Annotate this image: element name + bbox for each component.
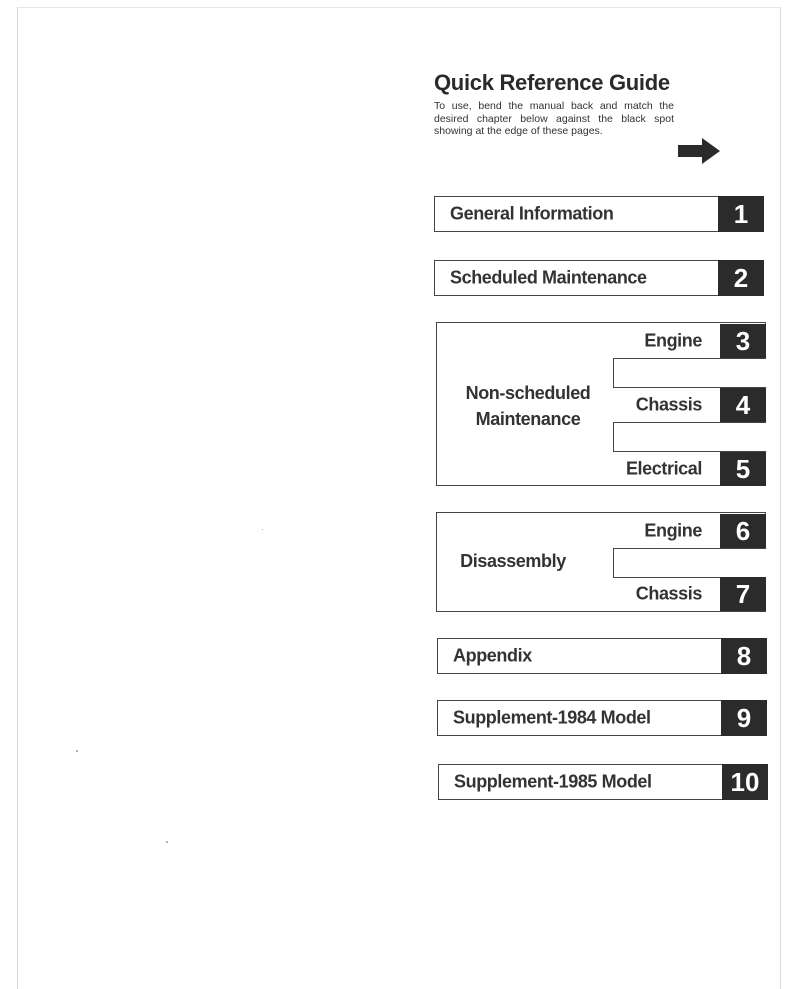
chapter-supplement-1985[interactable]: [438, 764, 768, 800]
chapter-label: Chassis: [635, 394, 702, 415]
chapter-number-tab: 3: [720, 324, 766, 358]
chapter-label: Chassis: [635, 583, 702, 604]
chapter-nonscheduled-engine[interactable]: [566, 324, 766, 358]
chapter-label: Engine: [644, 330, 702, 351]
chapter-label: Supplement-1985 Model: [454, 771, 652, 792]
nonscheduled-maintenance-group: [436, 322, 766, 486]
page-speck: [76, 750, 78, 752]
chapter-number-tab: 2: [718, 260, 764, 296]
chapter-general-information[interactable]: [434, 196, 764, 232]
manual-page: [17, 7, 781, 989]
page-speck: [166, 841, 168, 843]
chapter-nonscheduled-electrical[interactable]: [566, 452, 766, 486]
nonscheduled-label-line1: Non-scheduled: [465, 383, 591, 403]
chapter-label: Scheduled Maintenance: [450, 267, 647, 288]
section-divider: [613, 358, 766, 388]
chapter-number-tab: 4: [720, 388, 766, 422]
page-speck: [262, 529, 263, 530]
chapter-label: Appendix: [453, 645, 532, 666]
nonscheduled-label-line2: Maintenance: [475, 409, 581, 429]
guide-instructions: To use, bend the manual back and match the desired chapter below against the black spot showing at the edge of these pages.: [434, 100, 674, 137]
chapter-number-tab: 6: [720, 514, 766, 548]
disassembly-group-label: Disassembly: [460, 551, 566, 571]
guide-title: Quick Reference Guide: [434, 70, 670, 95]
right-arrow-icon: [678, 138, 720, 164]
chapter-number-tab: 8: [721, 638, 767, 674]
section-divider: [613, 548, 766, 578]
chapter-number-tab: 5: [720, 452, 766, 486]
chapter-scheduled-maintenance[interactable]: [434, 260, 764, 296]
chapter-nonscheduled-chassis[interactable]: [566, 388, 766, 422]
chapter-number-tab: 9: [721, 700, 767, 736]
chapter-label: General Information: [450, 203, 614, 224]
chapter-label: Electrical: [625, 458, 702, 479]
chapter-number-tab: 1: [718, 196, 764, 232]
chapter-number-tab: 7: [720, 577, 766, 611]
chapter-supplement-1984[interactable]: [437, 700, 767, 736]
chapter-disassembly-engine[interactable]: [566, 514, 766, 548]
chapter-appendix[interactable]: [437, 638, 767, 674]
section-divider: [613, 422, 766, 452]
chapter-label: Supplement-1984 Model: [453, 707, 651, 728]
chapter-number-tab: 10: [722, 764, 768, 800]
disassembly-group: [436, 512, 766, 612]
chapter-label: Engine: [644, 520, 702, 541]
chapter-disassembly-chassis[interactable]: [566, 577, 766, 611]
